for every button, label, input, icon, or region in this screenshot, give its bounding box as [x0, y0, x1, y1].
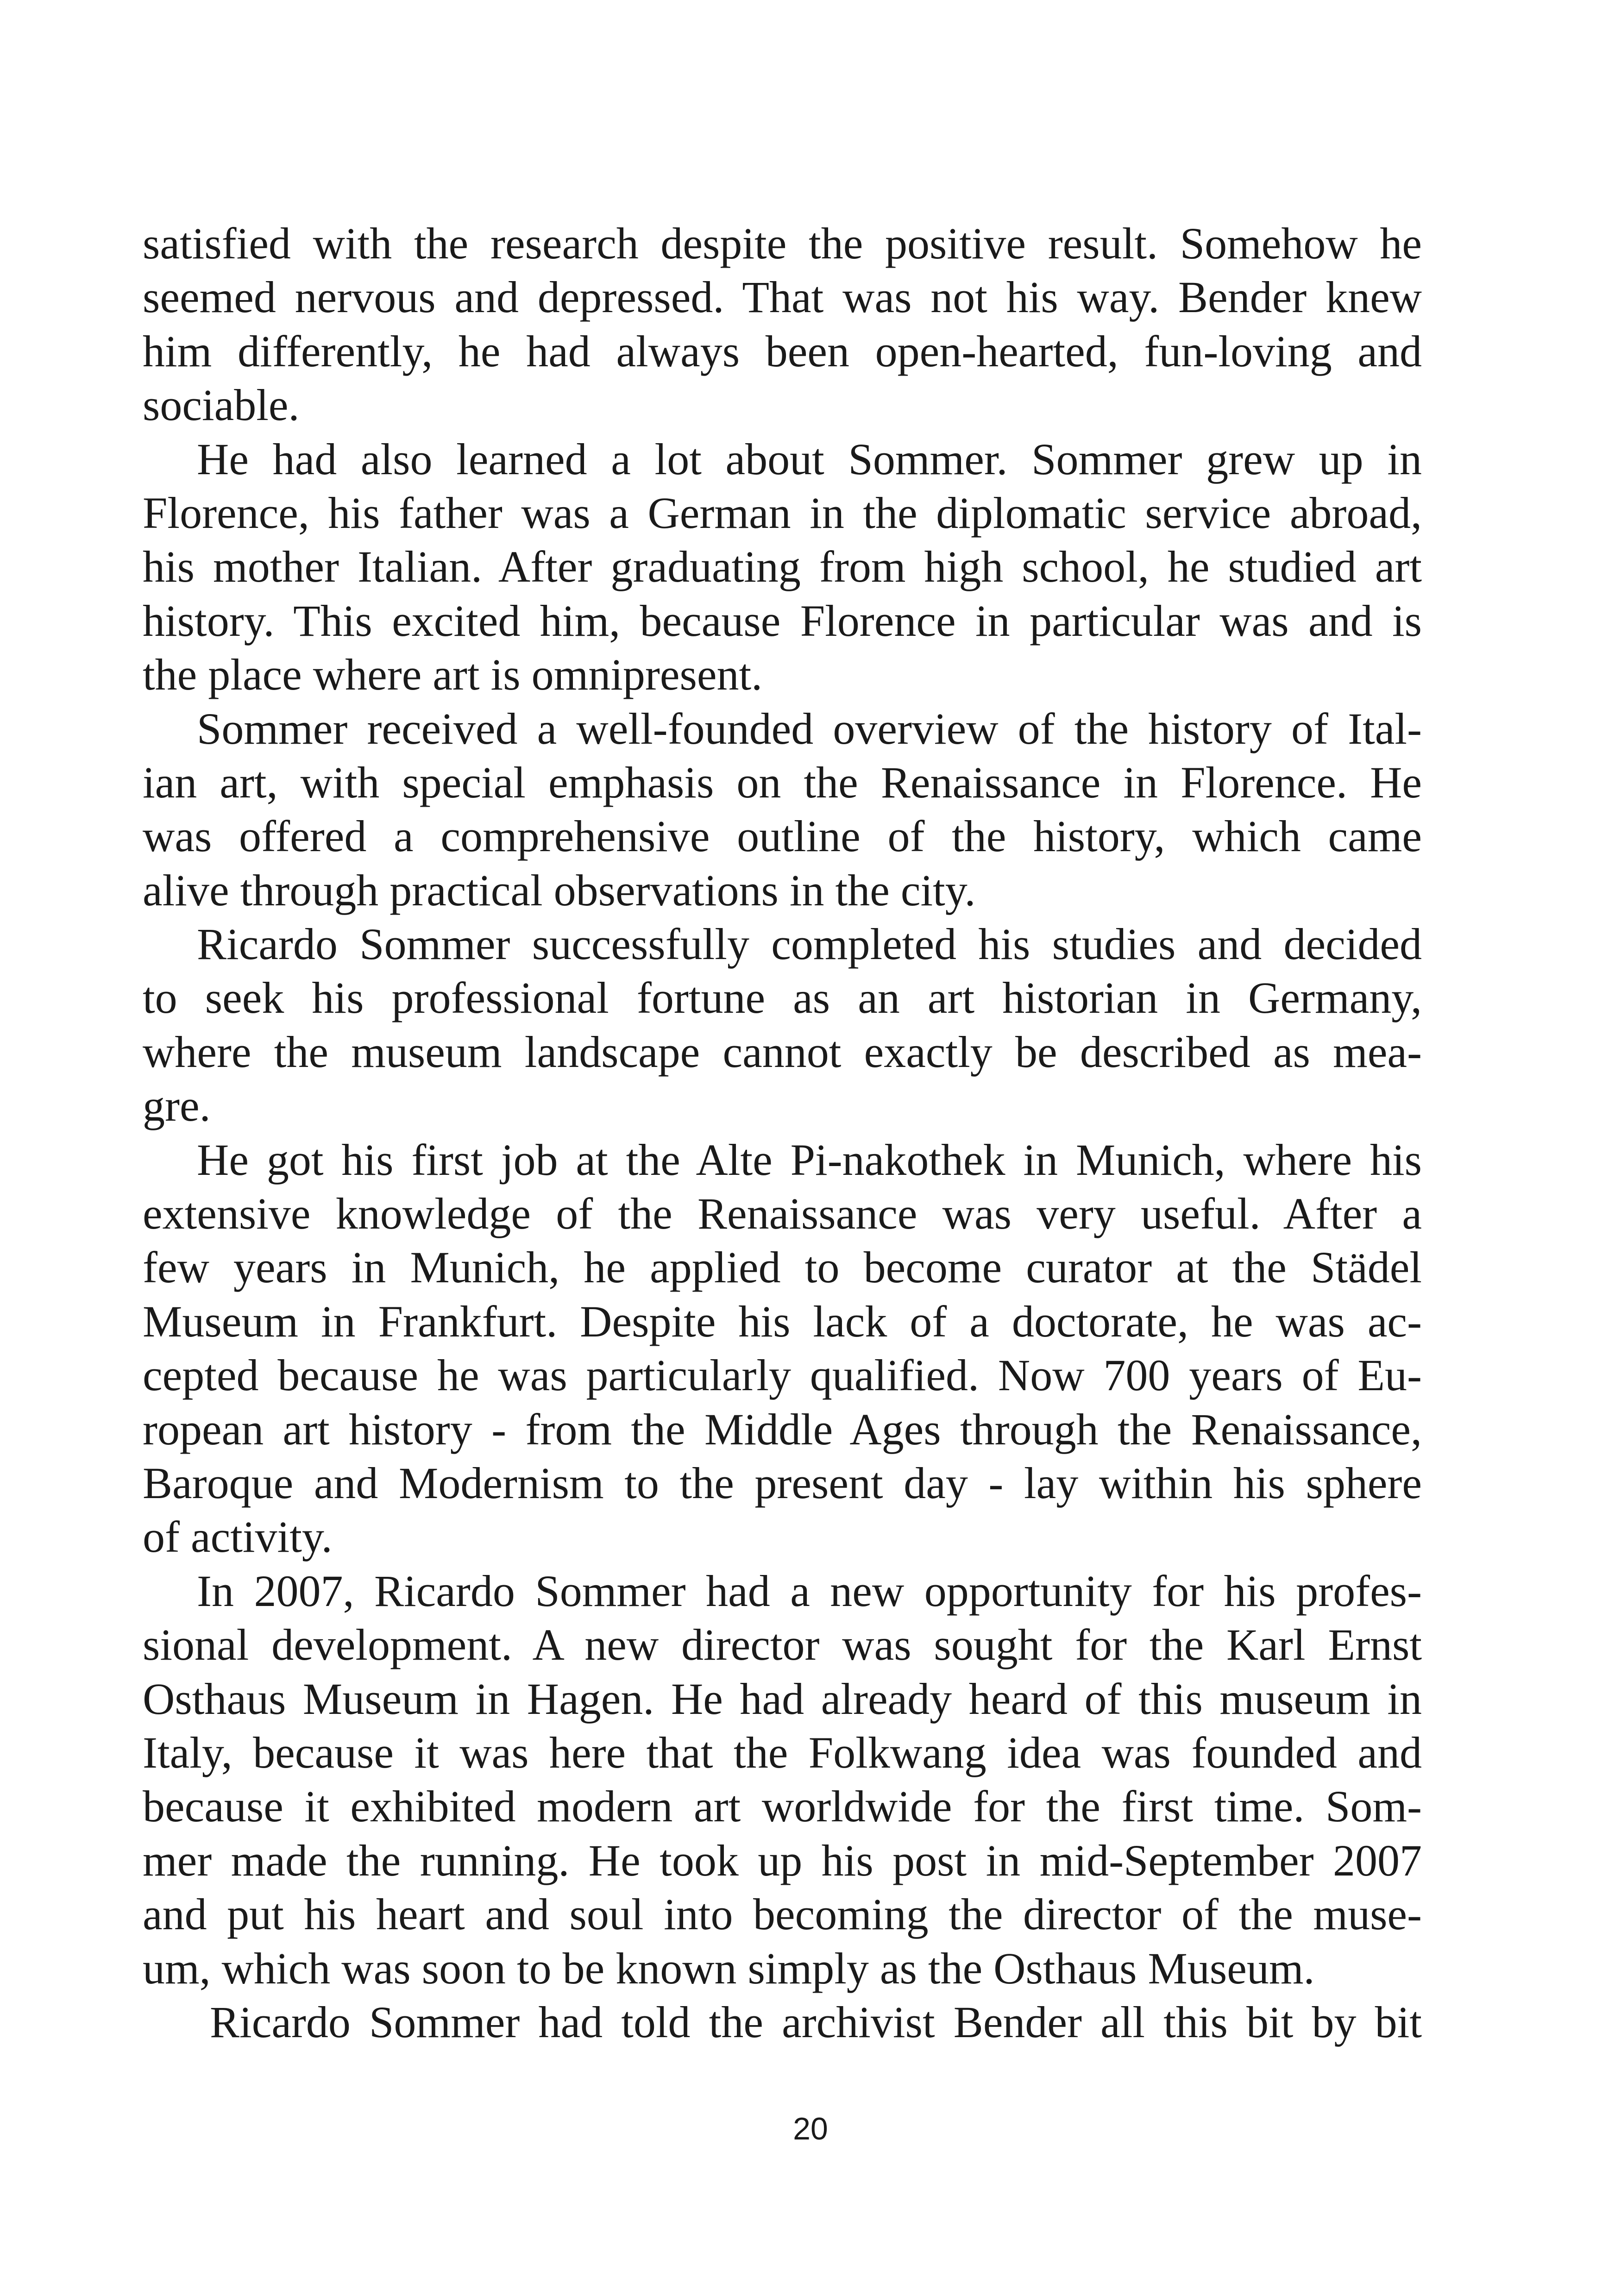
text-line: mer made the running. He took up his post in mid-September 2007: [143, 1835, 1422, 1885]
text-line: In 2007, Ricardo Sommer had a new opportunity for his profes-: [197, 1566, 1422, 1616]
text-line: was offered a comprehensive outline of the history, which came: [143, 811, 1422, 861]
text-line: of activity.: [143, 1512, 333, 1562]
text-line: Ricardo Sommer successfully completed his studies and decided: [197, 919, 1422, 969]
text-line: ropean art history - from the Middle Ages through the Renaissance,: [143, 1404, 1422, 1454]
page-number: 20: [793, 2111, 828, 2146]
text-line: few years in Munich, he applied to become curator at the Städel: [143, 1242, 1422, 1292]
text-line: sociable.: [143, 380, 300, 430]
text-line: where the museum landscape cannot exactly be described as mea-: [143, 1027, 1422, 1077]
paragraph: [143, 917, 1422, 1133]
text-line: Osthaus Museum in Hagen. He had already heard of this museum in: [143, 1674, 1422, 1724]
text-line: He had also learned a lot about Sommer. Sommer grew up in: [197, 434, 1422, 484]
paragraph: [143, 1564, 1422, 1995]
text-line: extensive knowledge of the Renaissance was very useful. After a: [143, 1189, 1422, 1239]
paragraph: [143, 1133, 1422, 1564]
text-line: Ricardo Sommer had told the archivist Bender all this bit by bit: [210, 1997, 1422, 2047]
text-line: to seek his professional fortune as an art historian in Germany,: [143, 973, 1422, 1023]
text-line: the place where art is omnipresent.: [143, 650, 763, 700]
text-line: Sommer received a well-founded overview of the history of Ital-: [197, 703, 1422, 753]
text-line: satisfied with the research despite the positive result. Somehow he: [143, 219, 1422, 268]
text-line: He got his first job at the Alte Pi-nakothek in Munich, where his: [197, 1135, 1422, 1185]
text-line: sional development. A new director was sought for the Karl Ernst: [143, 1620, 1422, 1670]
text-line: him differently, he had always been open-hearted, fun-loving and: [143, 326, 1422, 376]
body-text: [143, 217, 1422, 2049]
text-line: Florence, his father was a German in the diplomatic service abroad,: [143, 488, 1422, 538]
paragraph: [143, 433, 1422, 702]
text-line: um, which was soon to be known simply as the Osthaus Museum.: [143, 1943, 1315, 1993]
text-line: Museum in Frankfurt. Despite his lack of a doctorate, he was ac-: [143, 1296, 1422, 1346]
text-line: gre.: [143, 1081, 211, 1131]
text-line: history. This excited him, because Florence in particular was and is: [143, 596, 1422, 646]
text-line: cepted because he was particularly qualified. Now 700 years of Eu-: [143, 1350, 1422, 1400]
text-line: alive through practical observations in the city.: [143, 865, 976, 915]
text-line: Italy, because it was here that the Folkwang idea was founded and: [143, 1727, 1422, 1777]
text-line: his mother Italian. After graduating from high school, he studied art: [143, 542, 1422, 592]
text-line: because it exhibited modern art worldwide for the first time. Som-: [143, 1782, 1422, 1832]
text-line: Baroque and Modernism to the present day - lay within his sphere: [143, 1458, 1422, 1508]
paragraph: [143, 1995, 1422, 2049]
text-line: and put his heart and soul into becoming the director of the muse-: [143, 1889, 1422, 1939]
text-line: ian art, with special emphasis on the Renaissance in Florence. He: [143, 757, 1422, 807]
text-line: seemed nervous and depressed. That was not his way. Bender knew: [143, 272, 1422, 322]
paragraph: [143, 217, 1422, 433]
paragraph: [143, 702, 1422, 918]
